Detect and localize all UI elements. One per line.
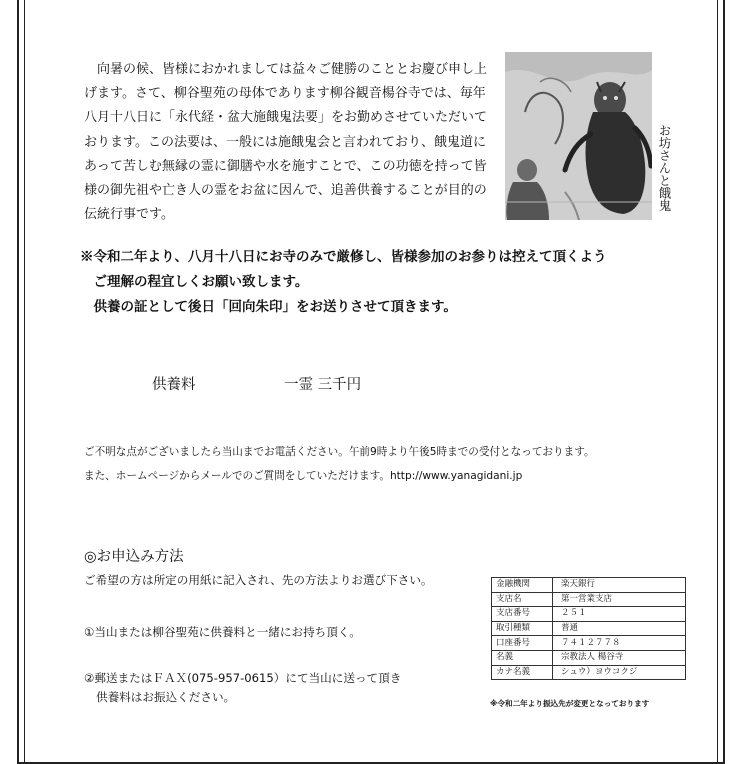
bank-value: 普通 — [553, 621, 686, 636]
application-lead: ご希望の方は所定の用紙に記入され、先の方法よりお選び下さい。 — [84, 573, 433, 587]
bank-value: 宗教法人 楊谷寺 — [553, 650, 686, 665]
offering-fee — [152, 373, 452, 394]
contact-line: また、ホームページからメールでのご質問をしていただけます。http://www.yanagidani.jp — [84, 470, 523, 482]
table-row — [492, 636, 686, 651]
bank-change-note: ※令和二年より振込先が変更となっております — [490, 699, 650, 708]
illustration-drawing — [505, 52, 652, 220]
bank-key: 名義 — [492, 650, 553, 665]
intro-line: 八月十八日に「永代経・盆大施餓鬼法要」をお勤めさせていただいて — [84, 110, 488, 126]
bank-key: 支店番号 — [492, 607, 553, 622]
intro-line: おります。この法要は、一般には施餓鬼会と言われており、餓鬼道に — [84, 134, 486, 150]
bank-value: 楽天銀行 — [553, 578, 686, 593]
bank-value: ２５１ — [553, 607, 686, 622]
bank-key: カナ名義 — [492, 665, 553, 680]
notice-line: 供養の証として後日「回向朱印」をお送りさせて頂きます。 — [80, 299, 457, 315]
bank-value: シュウ）ヨウコクジ — [553, 665, 686, 680]
table-row — [492, 578, 686, 593]
table-row — [492, 621, 686, 636]
contact-info — [84, 440, 694, 488]
bank-key: 金融機関 — [492, 578, 553, 593]
method-2-line: ②郵送またはＦＡＸ(075-957-0615）にて当山に送って頂き — [84, 671, 402, 685]
intro-line: あって苦しむ無縁の霊に御膳や水を施すことで、この功徳を持って皆 — [84, 158, 487, 174]
notice-line: ご理解の程宜しくお願い致します。 — [80, 274, 309, 290]
method-2-line: 供養料はお振込ください。 — [96, 690, 236, 704]
bank-key: 口座番号 — [492, 636, 553, 651]
monk-and-hungry-ghost-illustration — [505, 52, 652, 220]
bank-account-table — [491, 577, 686, 680]
table-row — [492, 665, 686, 680]
intro-line: 伝統行事です。 — [84, 207, 174, 223]
fee-label: 供養料 — [152, 377, 196, 393]
table-row — [492, 607, 686, 622]
fee-value: 一霊 三千円 — [284, 377, 362, 393]
intro-line: げます。さて、柳谷聖苑の母体であります柳谷観音楊谷寺では、毎年 — [84, 86, 486, 102]
application-method-1: ①当山または柳谷聖苑に供養料と一緒にお持ち頂く。 — [84, 625, 361, 639]
intro-line: 様の御先祖や亡き人の霊をお盆に因んで、追善供養することが目的の — [84, 183, 487, 199]
application-method-title: ◎お申込み方法 — [84, 549, 184, 565]
table-row — [492, 592, 686, 607]
contact-line: ご不明な点がございましたら当山までお電話ください。午前9時より午後5時までの受付となっております。 — [84, 446, 595, 458]
illustration-caption: お坊さんと餓鬼 — [657, 124, 672, 212]
intro-line: 向暑の候、皆様におかれましては益々ご健勝のこととお慶び申し上 — [84, 62, 488, 77]
application-method-2 — [84, 669, 401, 707]
table-row — [492, 650, 686, 665]
notice-block — [80, 245, 680, 320]
bank-value: ７４１２７７８ — [553, 636, 686, 651]
intro-paragraph — [84, 58, 494, 227]
bank-key: 取引種類 — [492, 621, 553, 636]
notice-line: ※令和二年より、八月十八日にお寺のみで厳修し、皆様参加のお参りは控えて頂くよう — [80, 249, 607, 265]
bank-key: 支店名 — [492, 592, 553, 607]
bank-value: 第一営業支店 — [553, 592, 686, 607]
